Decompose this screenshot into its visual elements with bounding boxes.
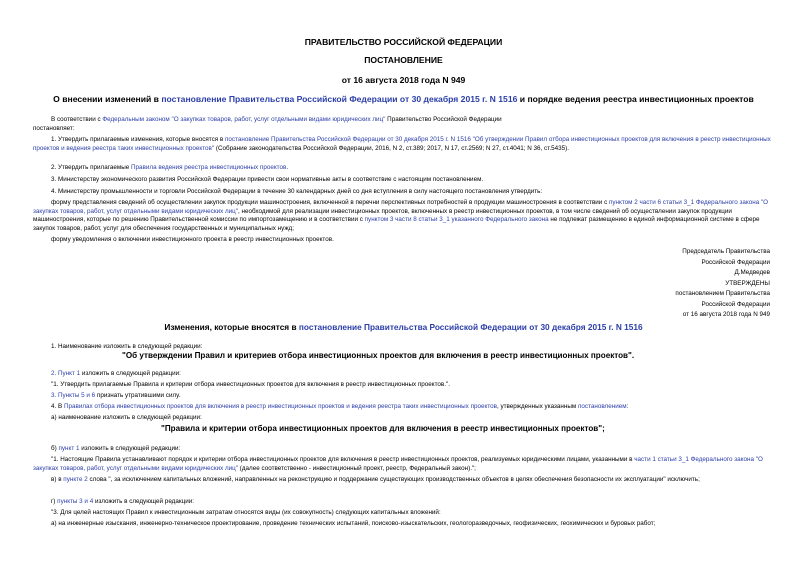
signer-role-2: Российской Федерации [701, 258, 770, 266]
change-4b-quote-end: (далее соответственно - инвестиционный проект, реестр, Федеральный закон)."; [239, 464, 476, 472]
change-4b [33, 445, 773, 454]
change-4-text-2: , утвержденных указанным [496, 403, 577, 410]
preamble-resolves: постановляет: [33, 125, 75, 132]
approved-by: постановлением Правительства [675, 290, 770, 297]
change-2-text: изложить в следующей редакции: [81, 370, 181, 377]
change-2-quote: "1. Утвердить прилагаемые Правила и критерии отбора инвестиционных проектов для включения в реестр инвестиционных проектов.". [51, 381, 451, 388]
item-4: 4. Министерству промышленности и торговли Российской Федерации в течение 30 календарных дней со дня вступления в силу настоящего постановления утвердить: [51, 188, 543, 195]
change-3 [33, 392, 773, 401]
change-4g-text: изложить в следующей редакции: [94, 498, 194, 505]
federal-law-link[interactable]: Федеральным законом "О закупках товаров, работ, услуг отдельными видами юридических лиц" [102, 116, 386, 123]
item-4a-text-3: не подлежат размещению в единой информационной системе в сфере закупок товаров, работ, услуг для обеспечения государственных и муниципальных нужд; [33, 216, 760, 233]
change-4-text: 4. В [51, 403, 63, 410]
change-4g-quote: "3. Для целей настоящих Правил к инвестиционным затратам относятся виды (их совокупность) следующих капитальных вложений: [51, 509, 441, 516]
item-4a-text-2: , необходимой для реализации инвестиционных проектов, включенных в реестр инвестиционных проектов, в том числе сведений об осуществлении закупок продукции машиностроения, которые по решению Правительственной комиссии по импортозамещению и в соответствии с [33, 207, 732, 224]
title-prefix: О внесении изменений в [53, 94, 159, 104]
resolution-link[interactable]: постановлением [577, 403, 627, 410]
change-4a: а) наименование изложить в следующей редакции: [51, 414, 202, 421]
approved-rf: Российской Федерации [701, 300, 770, 308]
item-4a-text: форму представления сведений об осуществлении закупок продукции машиностроения, включенной в перечни перспективных потребностей в продукции машиностроения в соответствии с [51, 199, 608, 206]
point-2-link[interactable]: пункте 2 [63, 476, 88, 483]
item-2-end: . [286, 164, 289, 171]
signer-name: Д.Медведев [734, 269, 770, 276]
change-4v-letter: в) в [51, 476, 62, 483]
title-link[interactable]: постановление Правительства Российской Федерации от 30 декабря 2015 г. N 1516 [161, 94, 518, 104]
item-1-source: (Собрание законодательства Российской Федерации, 2016, N 2, ст.389; 2017, N 17, ст.2569; N 27, ст.4041; N 36, ст.5435). [215, 144, 570, 152]
change-4 [33, 403, 773, 412]
change-4v-text: слова ", за исключением капитальных вложений, направленных на реконструкцию и поддержание существующих производственных объектов в целях обеспечения безопасности их эксплуатации" исключить; [89, 476, 700, 483]
change-3-text: признать утратившими силу. [96, 392, 181, 399]
article-3-1-part-1-link[interactable]: части 1 статьи 3_1 Федерального закона "О закупках товаров, работ, услуг отдельными видами юридических лиц" [33, 456, 763, 472]
change-4g [33, 498, 773, 507]
article-3-1-part-8-link[interactable]: пунктом 3 части 8 статьи 3_1 указанного Федерального закона [364, 216, 549, 224]
item-4-form-a [33, 199, 773, 234]
resolution-1516-link[interactable]: постановление Правительства Российской Федерации от 30 декабря 2015 г. N 1516 "Об утверждении Правил отбора инвестиционных проектов для включения в реестр инвестиционных проектов и ведения реестра таких инвестиционных проектов" [33, 136, 771, 152]
document-title [0, 94, 807, 104]
document-type: ПОСТАНОВЛЕНИЕ [364, 55, 443, 65]
item-1-text: 1. Утвердить прилагаемые изменения, которые вносятся в [51, 136, 224, 143]
points-5-6-link[interactable]: 3. Пункты 5 и 6 [51, 392, 96, 399]
title-suffix: и порядке ведения реестра инвестиционных проектов [519, 94, 754, 104]
item-1 [33, 136, 773, 153]
points-3-4-link[interactable]: пункты 3 и 4 [57, 498, 94, 505]
article-3-1-link[interactable]: пунктом 2 части 6 статьи 3_1 Федерального закона "О закупках товаров, работ, услуг отдельными видами юридических лиц" [33, 199, 769, 215]
point-1-link-2[interactable]: пункт 1 [58, 445, 80, 452]
change-4g-quote-a: а) на инженерные изыскания, инженерно-техническое проектирование, проведение технических испытаний, поисково-изыскательских, геологоразведочных, геофизических, геохимических и буровых работ; [51, 520, 656, 527]
changes-heading [0, 322, 807, 332]
document-date: от 16 августа 2018 года N 949 [341, 75, 466, 85]
change-4b-letter: б) [51, 445, 57, 452]
change-2 [33, 370, 773, 379]
approved-label: УТВЕРЖДЕНЫ [725, 279, 770, 287]
preamble-text-2: Правительство Российской Федерации [387, 116, 502, 123]
change-1: 1. Наименование изложить в следующей редакции: [51, 343, 203, 350]
change-4v [33, 476, 773, 485]
preamble-text: В соответствии с [51, 116, 101, 123]
item-2 [33, 164, 773, 173]
signature-block [675, 247, 770, 321]
change-4b-quote [33, 456, 773, 473]
change-4b-quote-text: "1. Настоящие Правила устанавливают порядок и критерии отбора инвестиционных проектов для включения в реестр инвестиционных проектов, реализуемых юридическими лицами, указанными в [51, 456, 633, 463]
registry-rules-link[interactable]: Правила ведения реестра инвестиционных проектов [131, 164, 287, 171]
item-2-text: 2. Утвердить прилагаемые [51, 164, 130, 171]
changes-heading-link[interactable]: постановление Правительства Российской Федерации от 30 декабря 2015 г. N 1516 [298, 322, 643, 332]
change-4g-letter: г) [51, 498, 56, 505]
change-4-colon: : [626, 403, 629, 410]
item-3: 3. Министерству экономического развития Российской Федерации привести свои нормативные акты в соответствие с настоящим постановлением. [51, 176, 484, 183]
point-1-link[interactable]: 2. Пункт 1 [51, 370, 81, 377]
changes-heading-text: Изменения, которые вносятся в [164, 322, 297, 332]
approved-date: от 16 августа 2018 года N 949 [682, 311, 770, 318]
change-1-quote: "Об утверждении Правил и критериев отбора инвестиционных проектов для включения в реестр инвестиционных проектов". [122, 351, 635, 360]
change-4b-text: изложить в следующей редакции: [81, 445, 181, 452]
change-4a-quote: "Правила и критерии отбора инвестиционных проектов для включения в реестр инвестиционных проектов"; [161, 424, 605, 433]
issuer-title: ПРАВИТЕЛЬСТВО РОССИЙСКОЙ ФЕДЕРАЦИИ [304, 37, 503, 47]
preamble [33, 116, 773, 125]
signer-role: Председатель Правительства [682, 248, 770, 255]
item-4-form-b: форму уведомления о включении инвестиционного проекта в реестр инвестиционных проектов. [51, 236, 334, 243]
selection-rules-link[interactable]: Правилах отбора инвестиционных проектов для включения в реестр инвестиционных проектов и ведения реестра таких инвестиционных проектов [63, 403, 497, 410]
